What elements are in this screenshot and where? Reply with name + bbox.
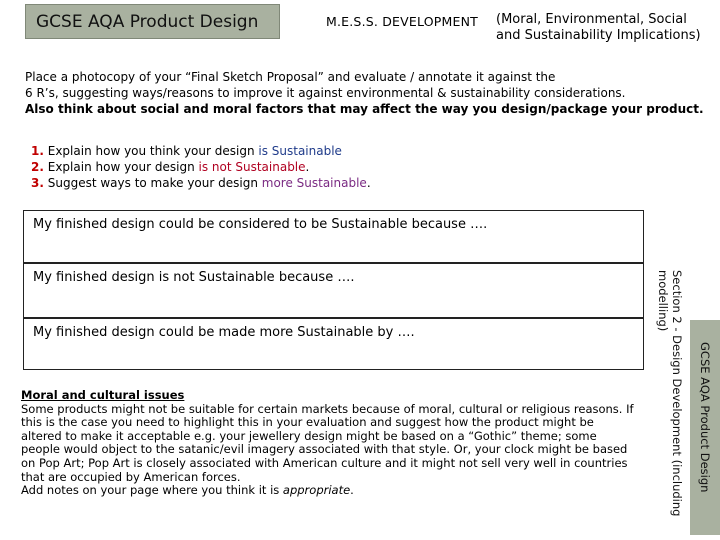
question-1 (31, 143, 531, 159)
question-2 (31, 159, 531, 175)
moral-closing (21, 484, 636, 498)
question-number: 2. (31, 160, 44, 174)
question-end: . (305, 160, 310, 174)
sustainable-answer-prompt: My finished design could be considered to be Sustainable because …. (33, 217, 488, 232)
page-title: GCSE AQA Product Design (36, 11, 259, 32)
question-text: Explain how you think your design (47, 144, 259, 158)
more-sustainable-answer-prompt: My finished design could be made more Sustainable by …. (33, 325, 415, 340)
question-3 (31, 175, 531, 191)
not-sustainable-answer-prompt: My finished design is not Sustainable because …. (33, 270, 355, 285)
question-text: Explain how your design (47, 160, 199, 174)
moral-heading: Moral and cultural issues (21, 388, 185, 402)
not-sustainable-answer-box[interactable] (23, 263, 644, 318)
moral-closing-text: Add notes on your page where you think it is (21, 483, 283, 498)
more-sustainable-answer-box[interactable] (23, 318, 644, 370)
title-box (25, 4, 280, 39)
question-highlight: is Sustainable (258, 144, 342, 158)
intro-line-2: 6 R’s, suggesting ways/reasons to improve it against environmental & sustainability considerations. (25, 86, 626, 100)
question-highlight: more Sustainable (261, 176, 367, 190)
sustainable-answer-box[interactable] (23, 210, 644, 263)
side-section-label (644, 270, 696, 530)
moral-closing-end: . (350, 483, 354, 498)
question-text: Suggest ways to make your design (47, 176, 262, 190)
side-section-text: Section 2 - Design Development (including modelling) (656, 270, 684, 517)
moral-closing-emphasis: appropriate (282, 483, 351, 498)
header-development: M.E.S.S. DEVELOPMENT (326, 14, 478, 29)
side-bar (690, 320, 720, 535)
question-list (31, 143, 531, 191)
question-number: 1. (31, 144, 44, 158)
intro-instructions (25, 69, 705, 117)
side-bar-text: GCSE AQA Product Design (698, 342, 712, 493)
intro-line-3: Also think about social and moral factors that may affect the way you design/package your product. (25, 102, 704, 116)
question-end: . (366, 176, 371, 190)
question-highlight: is not Sustainable (198, 160, 306, 174)
moral-cultural-section (21, 389, 636, 498)
moral-body: Some products might not be suitable for certain markets because of moral, cultural or religious reasons. If this is the case you need to highlight this in your evaluation and suggest how the product might be altered to make it acceptable e.g. your jewellery design might be based on a “Gothic” theme; some people would object to the satanic/evil imagery associated with that style. Or, your clock might be based on Pop Art; Pop Art is closely associated with American culture and it might not sell very well in countries that are occupied by American forces. (21, 401, 634, 484)
question-number: 3. (31, 176, 44, 190)
intro-line-1: Place a photocopy of your “Final Sketch Proposal” and evaluate / annotate it against the (25, 70, 556, 84)
header-implications: (Moral, Environmental, Social and Sustainability Implications) (496, 12, 701, 43)
